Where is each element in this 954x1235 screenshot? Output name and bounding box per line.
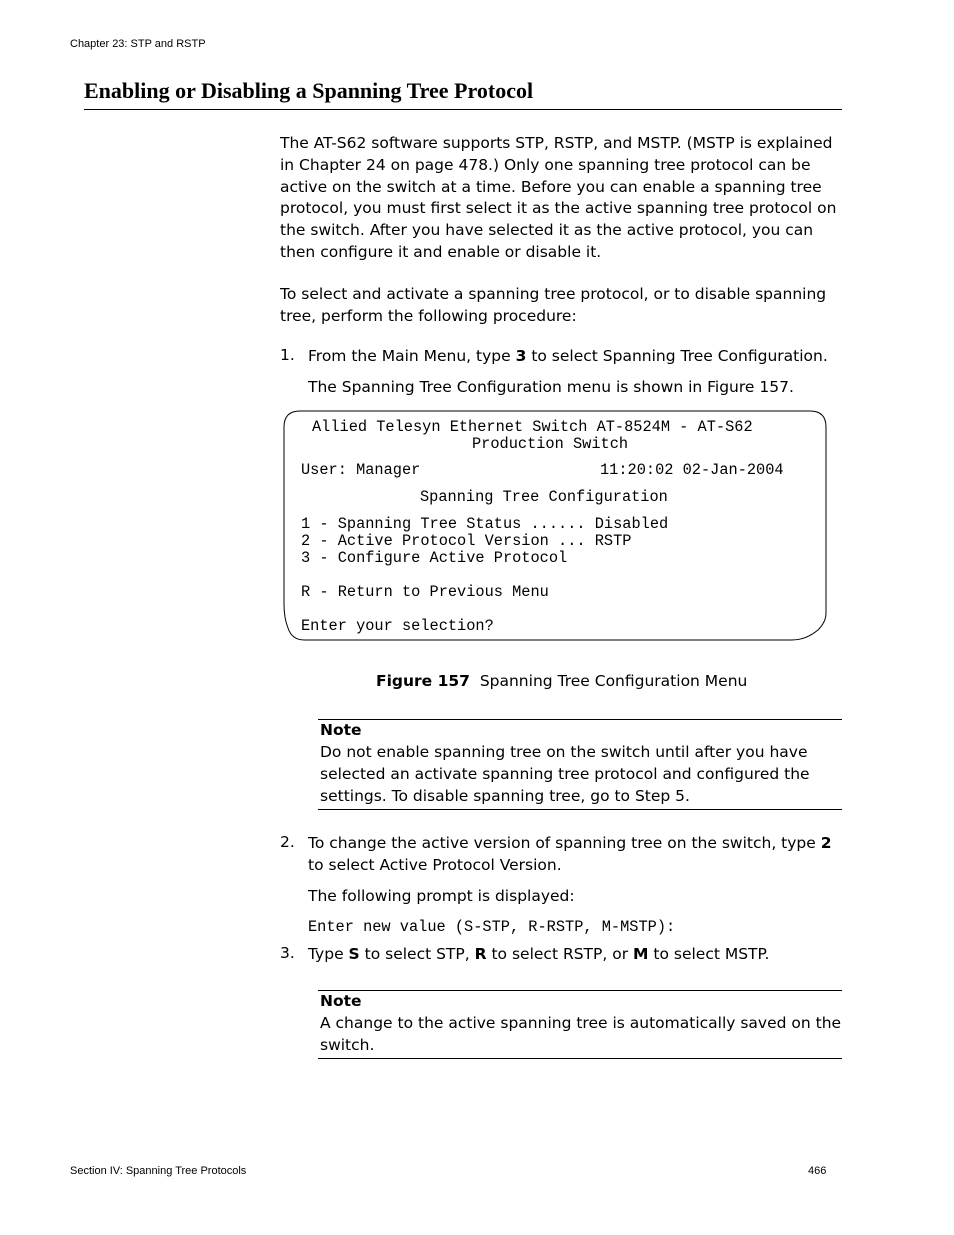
- step-number-3: 3.: [280, 944, 295, 962]
- note-1-text: Do not enable spanning tree on the switch until after you have selected an activate spanning tree protocol and configured the settings. To disable spanning tree, go to Step 5.: [320, 743, 810, 805]
- screen-menu-item-3: 3 - Configure Active Protocol: [301, 549, 568, 567]
- step-1-follow: The Spanning Tree Configuration menu is shown in Figure 157.: [308, 378, 794, 396]
- screen-menu-item-1: 1 - Spanning Tree Status ...... Disabled: [301, 515, 669, 533]
- note-1-top-rule: [318, 719, 842, 720]
- step-2-text: To change the active version of spanning tree on the switch, type 2 to select Active Protocol Version.: [308, 834, 832, 874]
- screen-title-line2: Production Switch: [472, 435, 629, 453]
- footer-section: Section IV: Spanning Tree Protocols: [70, 1165, 247, 1177]
- step-2-prompt: Enter new value (S-STP, R-RSTP, M-MSTP):: [308, 918, 676, 936]
- screen-title-line1: Allied Telesyn Ethernet Switch AT-8524M - AT-S62: [312, 418, 753, 436]
- note-2-text: A change to the active spanning tree is automatically saved on the switch.: [320, 1014, 842, 1054]
- running-header: Chapter 23: STP and RSTP: [70, 38, 206, 50]
- screen-user: User: Manager: [301, 461, 421, 479]
- intro-paragraph: The AT-S62 software supports STP, RSTP, and MSTP. (MSTP is explained in Chapter 24 on page 478.) Only one spanning tree protocol can be active on the switch at a time. Before you can enable a spanning tree protocol, you must first select it as the active spanning tree protocol on the switch. After you have selected it as the active protocol, you can then configure it and enable or disable it.: [280, 134, 837, 261]
- screen-menu-title: Spanning Tree Configuration: [420, 488, 668, 506]
- step-1-text: From the Main Menu, type 3 to select Spanning Tree Configuration.: [308, 347, 828, 365]
- note-2-bottom-rule: [318, 1058, 842, 1059]
- step-number-1: 1.: [280, 346, 295, 364]
- step-number-2: 2.: [280, 833, 295, 851]
- note-1-bottom-rule: [318, 809, 842, 810]
- screen-prompt: Enter your selection?: [301, 617, 494, 635]
- step-3-text: Type S to select STP, R to select RSTP, or M to select MSTP.: [308, 945, 770, 963]
- step-2-follow: The following prompt is displayed:: [308, 887, 575, 905]
- screen-menu-item-2: 2 - Active Protocol Version ... RSTP: [301, 532, 632, 550]
- note-2-top-rule: [318, 990, 842, 991]
- screen-return-item: R - Return to Previous Menu: [301, 583, 549, 601]
- note-1-title: Note: [320, 721, 362, 739]
- figure-caption: Figure 157 Spanning Tree Configuration Menu: [376, 672, 748, 690]
- note-2-title: Note: [320, 992, 362, 1010]
- procedure-paragraph: To select and activate a spanning tree protocol, or to disable spanning tree, perform the following procedure:: [280, 285, 827, 325]
- screen-datetime: 11:20:02 02-Jan-2004: [600, 461, 784, 479]
- section-title: Enabling or Disabling a Spanning Tree Protocol: [84, 78, 534, 103]
- page-number: 466: [808, 1165, 827, 1177]
- title-rule: [84, 109, 842, 110]
